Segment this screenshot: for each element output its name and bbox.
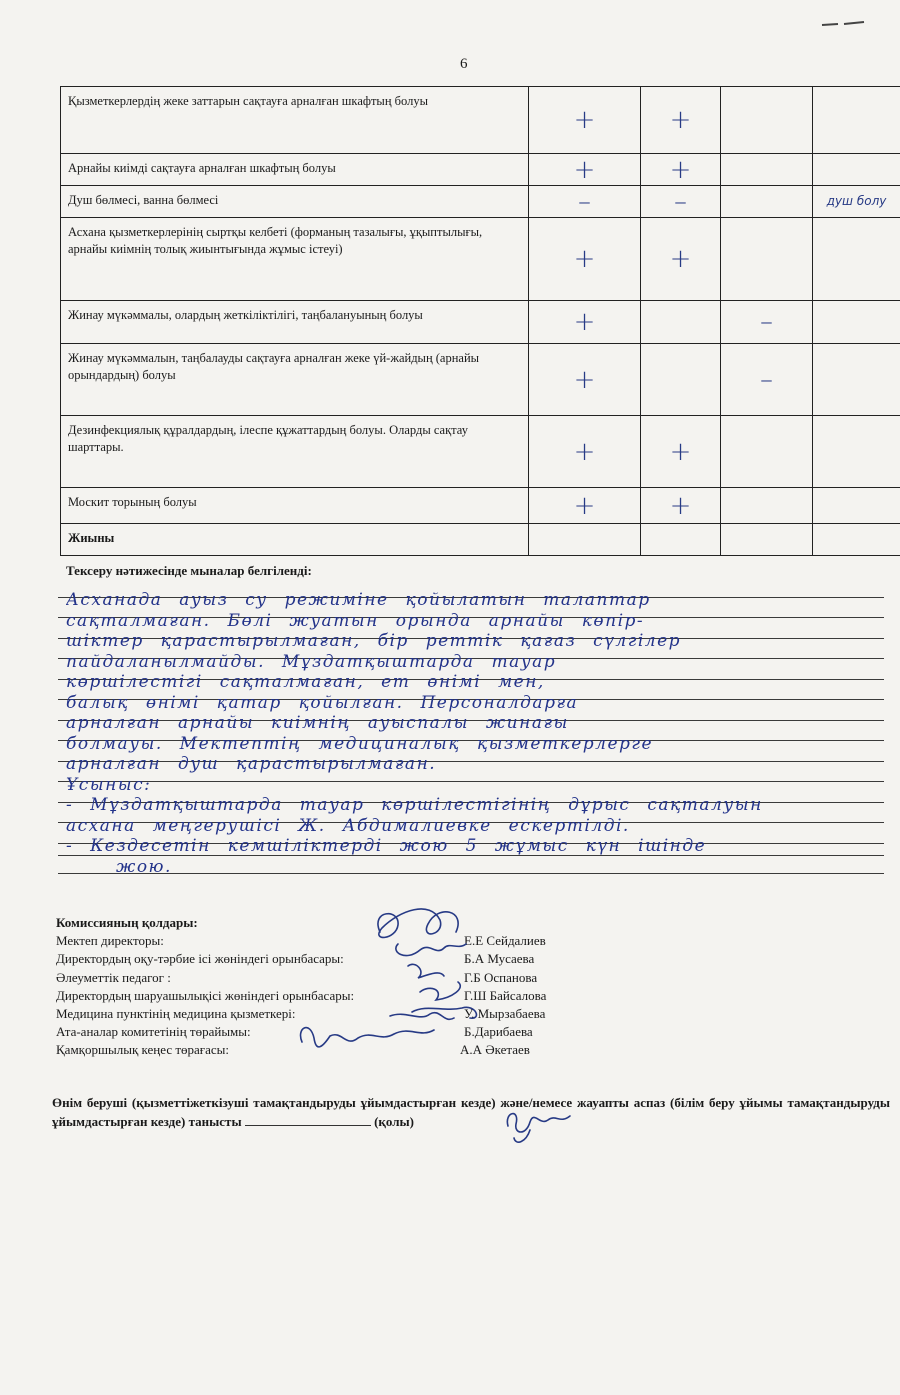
findings-line: асхана меңгерушісі Ж. Абдималиевке ескертілді.	[66, 815, 630, 836]
row-label: Жиыны	[61, 524, 529, 556]
row-label: Жинау мүкәммалын, таңбалауды сақтауға арналған жеке үй-жайдың (арнайы орындардың) болуы	[61, 344, 529, 416]
mark-cell: –	[641, 186, 721, 218]
findings-line: болмауы. Мектептің медициналық қызметкерлерге	[66, 733, 654, 754]
table-row	[61, 416, 900, 488]
mark-cell	[813, 301, 900, 344]
signature-name: У. Мырзабаева	[464, 1005, 546, 1021]
mark-cell	[641, 344, 721, 416]
table-row	[61, 87, 900, 154]
signature-name: Е.Е Сейдалиев	[464, 933, 546, 949]
handwritten-findings	[66, 590, 884, 877]
findings-line: көршілестігі сақталмаған, ет өнімі мен,	[66, 672, 545, 692]
findings-line: шіктер қарастырылмаған, бір реттік қағаз сүлгілер	[66, 631, 682, 651]
mark-cell	[641, 524, 721, 556]
table-row	[61, 524, 900, 556]
table-row	[61, 301, 900, 344]
mark-cell: +	[641, 488, 721, 524]
row-label: Асхана қызметкерлерінің сыртқы келбеті (форманың тазалығы, ұқыптылығы, арнайы киімнің толық жиынтығында жұмыс істеуі)	[61, 218, 529, 301]
row-label: Қызметкерлердің жеке заттарын сақтауға арналған шкафтың болуы	[61, 87, 529, 154]
findings-line: пайдаланылмайды. Мұздатқыштарда тауар	[66, 651, 557, 672]
mark-cell	[813, 154, 900, 186]
mark-cell: +	[529, 301, 641, 344]
signature-name: А.А Әкетаев	[460, 1042, 530, 1058]
signature-row	[56, 1005, 546, 1023]
signature-row	[56, 987, 547, 1005]
table-row	[61, 186, 900, 218]
signature-role: Медицина пунктінің медицина қызметкері:	[56, 1005, 296, 1021]
mark-cell: душ болу	[813, 186, 900, 218]
findings-line: арналған арнайы киімнің ауыспалы жинағы	[66, 713, 569, 733]
signature-role: Директордың шаруашылықісі жөніндегі орынбасары:	[56, 987, 355, 1003]
signature-blank	[245, 1113, 371, 1126]
mark-cell	[813, 524, 900, 556]
table-row	[61, 488, 900, 524]
mark-cell	[721, 488, 813, 524]
row-label: Москит торының болуы	[61, 488, 529, 524]
findings-line: сақталмаған. Бөлі жуатын орында арнайы көпір-	[66, 610, 645, 631]
signature-block	[56, 914, 547, 1060]
signature-row	[56, 969, 538, 987]
mark-cell	[813, 344, 900, 416]
mark-cell: +	[641, 218, 721, 301]
mark-cell: +	[641, 154, 721, 186]
mark-cell	[813, 488, 900, 524]
findings-line: - Кездесетін кемшіліктерді жою 5 жұмыс күн ішінде	[66, 836, 707, 856]
mark-cell: +	[529, 154, 641, 186]
row-label: Жинау мүкәммалы, олардың жеткіліктілігі, таңбалануының болуы	[61, 301, 529, 344]
page-number: 6	[460, 56, 468, 72]
signature-row	[56, 950, 535, 968]
mark-cell: +	[529, 87, 641, 154]
mark-cell	[813, 218, 900, 301]
mark-cell	[529, 524, 641, 556]
signature-name: Б.Дарибаева	[464, 1024, 533, 1040]
signature-role: Қамқоршылық кеңес төрағасы:	[56, 1042, 230, 1058]
acknowledgement-text: Өнім беруші (қызметтіжеткізуші тамақтандыруды ұйымдастырған кезде) және/немесе жауапты аспаз (білім беру ұйымы тамақтандыруды ұйымдастырған кезде) танысты	[52, 1095, 890, 1129]
mark-cell	[721, 154, 813, 186]
signature-role: Директордың оқу-тәрбие ісі жөніндегі орынбасары:	[56, 951, 344, 967]
mark-cell: –	[721, 344, 813, 416]
checklist-table	[60, 86, 900, 556]
corner-mark-icon	[820, 20, 866, 28]
findings-line: Ұсыныс:	[66, 774, 152, 795]
signature-role: Ата-аналар комитетінің төрайымы:	[56, 1024, 251, 1040]
signature-row	[56, 1041, 530, 1059]
mark-cell: +	[641, 416, 721, 488]
mark-cell	[721, 416, 813, 488]
mark-cell: –	[529, 186, 641, 218]
mark-cell	[813, 416, 900, 488]
mark-cell	[641, 301, 721, 344]
mark-cell: +	[529, 488, 641, 524]
signature-name: Г.Ш Байсалова	[464, 987, 547, 1003]
mark-cell: –	[721, 301, 813, 344]
mark-cell: +	[529, 344, 641, 416]
table-row	[61, 344, 900, 416]
mark-cell	[721, 186, 813, 218]
signature-name: Б.А Мусаева	[464, 951, 535, 967]
signature-row	[56, 1023, 533, 1041]
mark-cell	[813, 87, 900, 154]
findings-line: арналған душ қарастырылмаған.	[66, 754, 437, 774]
mark-cell	[721, 218, 813, 301]
row-label: Душ бөлмесі, ванна бөлмесі	[61, 186, 529, 218]
findings-line: Асханада ауыз су режиміне қойылатын талаптар	[66, 590, 651, 610]
acknowledgement	[52, 1093, 890, 1131]
findings-line: жою.	[116, 856, 172, 877]
signatures-title: Комиссияның қолдары:	[56, 915, 198, 930]
mark-cell: +	[529, 416, 641, 488]
mark-cell	[721, 87, 813, 154]
signature-role: Әлеуметтік педагог :	[56, 969, 171, 985]
signature-row	[56, 932, 546, 950]
findings-title: Тексеру нәтижесінде мыналар белгіленді:	[66, 563, 312, 578]
row-label: Арнайы киімді сақтауға арналған шкафтың болуы	[61, 154, 529, 186]
table-row	[61, 154, 900, 186]
acknowledgement-suffix: (қолы)	[374, 1114, 415, 1129]
findings-line: - Мұздатқыштарда тауар көршілестігінің дұрыс сақталуын	[66, 795, 763, 815]
row-label: Дезинфекциялық құралдардың, ілеспе құжаттардың болуы. Оларды сақтау шарттары.	[61, 416, 529, 488]
mark-cell: +	[641, 87, 721, 154]
table-row	[61, 218, 900, 301]
signature-name: Г.Б Оспанова	[464, 969, 538, 985]
signature-role: Мектеп директоры:	[56, 933, 164, 949]
mark-cell: +	[529, 218, 641, 301]
findings-line: балық өнімі қатар қойылған. Персоналдарға	[66, 692, 579, 713]
mark-cell	[721, 524, 813, 556]
